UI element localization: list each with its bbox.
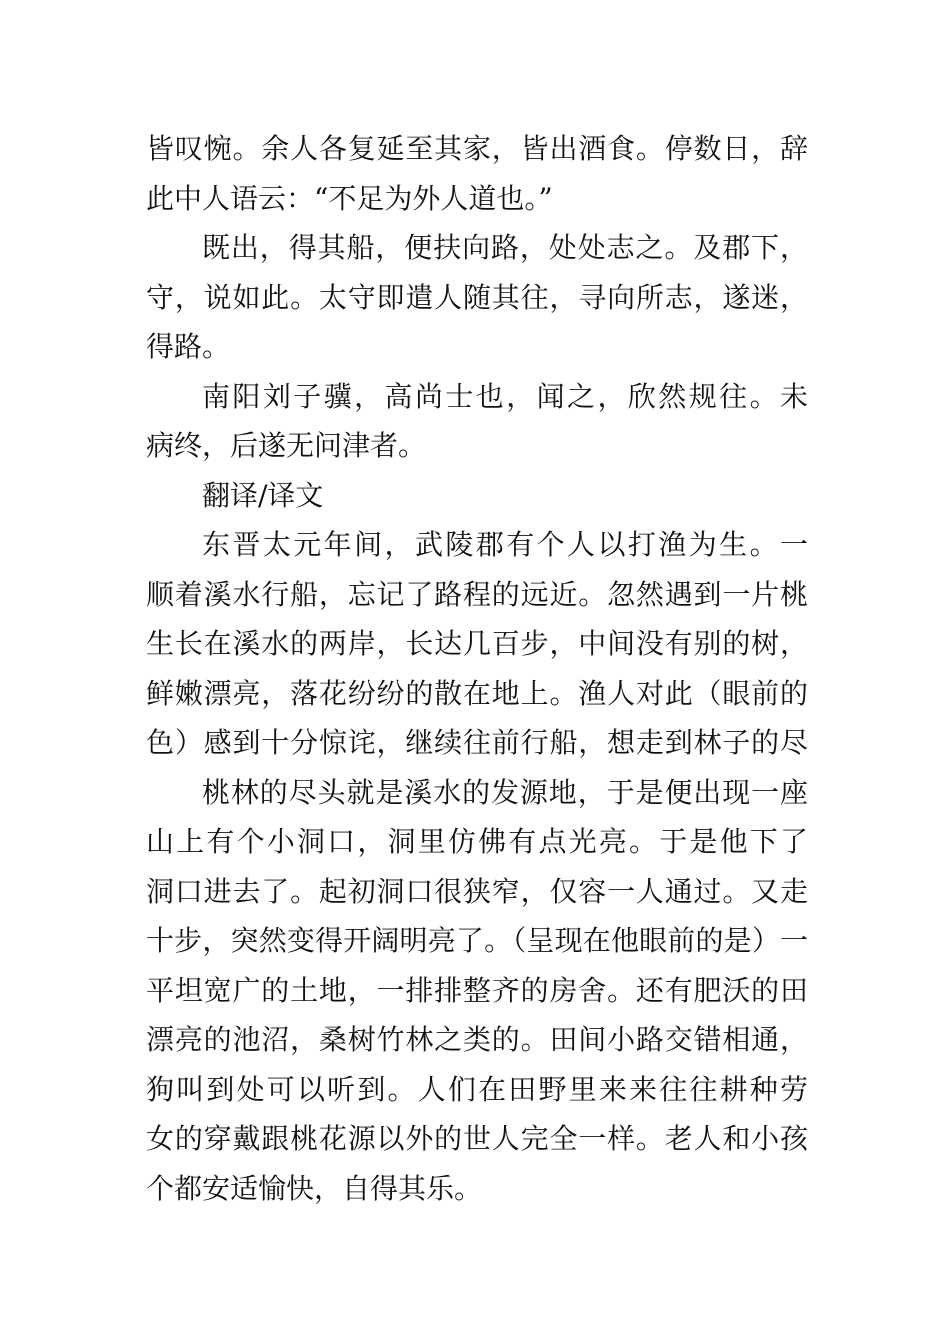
text-line: 平坦宽广的土地，一排排整齐的房舍。还有肥沃的田 [146,973,808,1007]
text-line: 东晋太元年间，武陵郡有个人以打渔为生。一 [202,528,808,561]
document-page [146,124,808,1213]
text-line: 病终，后遂无问津者。 [146,429,427,462]
text-line: 山上有个小洞口，洞里仿佛有点光亮。于是他下了 [146,825,808,858]
text-line: 漂亮的池沼，桑树竹林之类的。田间小路交错相通， [146,1023,808,1056]
text-line: 桃林的尽头就是溪水的发源地，于是便出现一座 [202,775,808,809]
text-line: 顺着溪水行船，忘记了路程的远近。忽然遇到一片桃 [146,577,808,611]
text-line: 翻译/译文 [202,478,324,512]
text-line: 狗叫到处可以听到。人们在田野里来来往往耕种劳 [146,1072,808,1106]
text-line: 得路。 [146,330,231,363]
text-line: 洞口进去了。起初洞口很狭窄，仅容一人通过。又走 [146,874,808,908]
text-line: 个都安适愉快，自得其乐。 [146,1171,483,1205]
text-line: 南阳刘子骥，高尚士也，闻之，欣然规往。未 [202,379,808,413]
text-line: 皆叹惋。余人各复延至其家，皆出酒食。停数日，辞 [146,132,808,165]
text-line: 生长在溪水的两岸，长达几百步，中间没有别的树， [146,627,808,660]
text-line: 女的穿戴跟桃花源以外的世人完全一样。老人和小孩 [146,1122,808,1155]
text-line: 此中人语云：“不足为外人道也。” [146,181,553,215]
text-line: 守，说如此。太守即遣人随其往，寻向所志，遂迷， [146,280,808,314]
text-line: 既出，得其船，便扶向路，处处志之。及郡下， [202,231,808,264]
text-line: 十步，突然变得开阔明亮了。（呈现在他眼前的是）一 [146,924,808,957]
text-line: 色）感到十分惊诧，继续往前行船，想走到林子的尽 [146,726,808,759]
text-line: 鲜嫩漂亮，落花纷纷的散在地上。渔人对此（眼前的 [146,676,808,710]
